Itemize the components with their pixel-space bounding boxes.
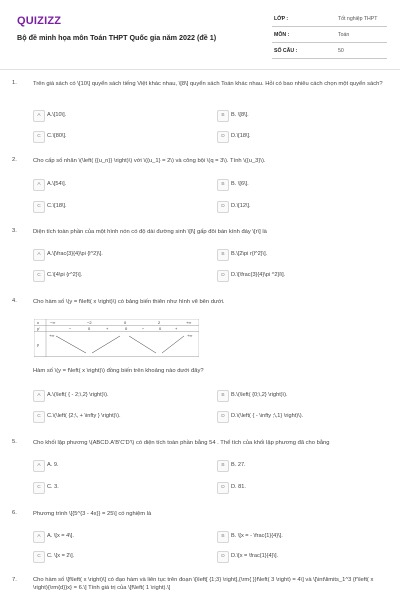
meta-value: Toán [338, 32, 350, 38]
option-text: B. 27. [231, 462, 246, 468]
option-text: A.\[\frac{3}{4}\pi {l^2}\]. [47, 251, 103, 257]
option-a[interactable] [33, 531, 193, 542]
quizizz-logo: QUIZIZZ [17, 15, 62, 27]
option-letter: C [33, 551, 45, 563]
option-a[interactable] [33, 460, 193, 471]
meta-label: MÔN : [274, 32, 290, 38]
page-title: Bộ đề minh họa môn Toán THPT Quốc gia năm 2022 (đề 1) [17, 33, 217, 42]
option-text: C.\[80\]. [47, 133, 67, 139]
option-d[interactable] [217, 270, 377, 281]
sign: 0 [125, 326, 128, 331]
option-a[interactable] [33, 110, 193, 121]
meta-row-class [272, 12, 387, 27]
question-number: 3. [12, 228, 17, 234]
x-value: +∞ [186, 320, 192, 325]
row-label-x: x [37, 320, 39, 325]
option-c[interactable] [33, 131, 193, 142]
option-text: B. \[8\]. [231, 112, 249, 118]
question-text: Cho cấp số nhân \(\left( {{u_n}} \right)\) với \({u_1} = 2\) và công bội \(q = 3\). Tính \({u_3}\). [33, 158, 266, 164]
header-divider [0, 69, 400, 70]
option-c[interactable] [33, 551, 193, 562]
option-text: C. \[x = 2\]. [47, 553, 75, 559]
variation-table [34, 319, 199, 357]
option-letter: B [217, 110, 229, 122]
question-number: 6. [12, 510, 17, 516]
option-letter: D [217, 551, 229, 563]
option-b[interactable] [217, 110, 377, 121]
sign: + [175, 326, 178, 331]
x-value: −2 [87, 320, 92, 325]
question-text: Diện tích toàn phần của một hình nón có độ dài đường sinh \[l\] gấp đôi bán kính đáy \[r\] là [33, 229, 267, 235]
option-text: A. \[x = 4\]. [47, 533, 74, 539]
option-letter: A [33, 460, 45, 472]
option-text: D.\[18\]. [231, 133, 251, 139]
option-a[interactable] [33, 249, 193, 260]
x-value: 0 [124, 320, 127, 325]
x-value: 2 [158, 320, 161, 325]
sign: + [106, 326, 109, 331]
option-letter: C [33, 131, 45, 143]
option-letter: A [33, 531, 45, 543]
option-d[interactable] [217, 201, 377, 212]
question-text: Cho hàm số \(y = f\left( x \right)\) có bảng biến thiên như hình vẽ bên dưới. [33, 299, 225, 305]
option-text: A.\(\left( { - 2;\,2} \right)\). [47, 392, 109, 398]
option-d[interactable] [217, 131, 377, 142]
option-a[interactable] [33, 179, 193, 190]
row-label-y: y [37, 342, 39, 347]
y-value: +∞ [187, 333, 193, 338]
option-text: A.\[54\]. [47, 181, 67, 187]
option-c[interactable] [33, 411, 193, 422]
meta-label: LỚP : [274, 16, 289, 22]
question-number: 7. [12, 577, 17, 583]
option-text: B.\[2\pi r{l^2}\]. [231, 251, 268, 257]
option-text: B. \[x = - \frac{1}{4}\]. [231, 533, 283, 539]
option-letter: B [217, 531, 229, 543]
meta-row-count [272, 44, 387, 59]
option-c[interactable] [33, 270, 193, 281]
option-text: D.\[x = \frac{1}{4}\]. [231, 553, 279, 559]
option-letter: C [33, 482, 45, 494]
option-text: D. 81. [231, 484, 246, 490]
sign: − [69, 326, 72, 331]
option-text: D.\[\frac{3}{4}\pi ^2}l\]. [231, 272, 286, 278]
meta-row-subject [272, 28, 387, 43]
option-b[interactable] [217, 179, 377, 190]
option-letter: D [217, 270, 229, 282]
option-text: C.\[4\pi {r^2}\]. [47, 272, 83, 278]
option-letter: A [33, 249, 45, 261]
question-text: Cho hàm số \[f\left( x \right)\] có đạo hàm và liên tục trên đoạn \[\left[ {1;3} \right],{\rm{ }}f\left( 3 \right) = 4\] và \[\int\limits_1^3 {f'\left( x \right){\rm{d}}x} = 6.\] Tính giá trị của \[f\left( 1 \right).\] [33, 577, 374, 591]
option-letter: A [33, 110, 45, 122]
question-number: 4. [12, 298, 17, 304]
question-number: 5. [12, 439, 17, 445]
option-d[interactable] [217, 411, 377, 422]
option-letter: C [33, 270, 45, 282]
option-letter: A [33, 179, 45, 191]
header [0, 0, 400, 66]
option-text: B. \[6\]. [231, 181, 249, 187]
sign: 0 [159, 326, 162, 331]
option-a[interactable] [33, 390, 193, 401]
option-d[interactable] [217, 551, 377, 562]
option-text: D.\[12\]. [231, 203, 251, 209]
option-letter: D [217, 482, 229, 494]
option-letter: B [217, 249, 229, 261]
x-value: −∞ [50, 320, 56, 325]
option-b[interactable] [217, 249, 377, 260]
option-text: A.\[10\]. [47, 112, 67, 118]
option-c[interactable] [33, 201, 193, 212]
option-letter: D [217, 131, 229, 143]
option-b[interactable] [217, 390, 377, 401]
option-letter: B [217, 179, 229, 191]
option-c[interactable] [33, 482, 193, 493]
option-text: C.\[18\]. [47, 203, 67, 209]
meta-value: Tốt nghiệp THPT [338, 16, 378, 22]
option-text: A. 9. [47, 462, 59, 468]
option-text: D.\(\left( { - \infty ;\,1} \right)\). [231, 413, 304, 419]
option-letter: C [33, 201, 45, 213]
variation-table-graphic [34, 319, 199, 357]
y-value: +∞ [49, 333, 55, 338]
meta-value: 50 [338, 48, 344, 54]
sign: 0 [88, 326, 91, 331]
question-subtext: Hàm số \(y = f\left( x \right)\) đồng biến trên khoảng nào dưới đây? [33, 368, 204, 374]
question-number: 2. [12, 157, 17, 163]
meta-label: SỐ CÂU : [274, 48, 298, 54]
sign: − [142, 326, 145, 331]
option-b[interactable] [217, 531, 377, 542]
question-number: 1. [12, 80, 17, 86]
question-text: Cho khối lập phương \(ABCD.A'B'C'D'\) có diện tích toàn phần bằng 54 . Thể tích của khối lập phương đã cho bằng [33, 440, 330, 446]
option-d[interactable] [217, 482, 377, 493]
option-letter: D [217, 201, 229, 213]
question-text: Phương trình \[{5^{3 - 4x}} = 25\] có nghiệm là [33, 511, 152, 517]
question-text: Trên giá sách có \[10\] quyển sách tiếng Việt khác nhau, \[8\] quyển sách Toán khác nhau. Hỏi có bao nhiêu cách chọn một quyển sách? [33, 81, 383, 87]
option-letter: B [217, 460, 229, 472]
option-letter: A [33, 390, 45, 402]
row-label-yprime: y' [37, 326, 40, 331]
option-b[interactable] [217, 460, 377, 471]
option-letter: C [33, 411, 45, 423]
option-text: C. 3. [47, 484, 59, 490]
option-text: B.\(\left( {0;\,2} \right)\). [231, 392, 288, 398]
option-letter: D [217, 411, 229, 423]
option-text: C.\(\left( {2;\, + \infty } \right)\). [47, 413, 121, 419]
option-letter: B [217, 390, 229, 402]
